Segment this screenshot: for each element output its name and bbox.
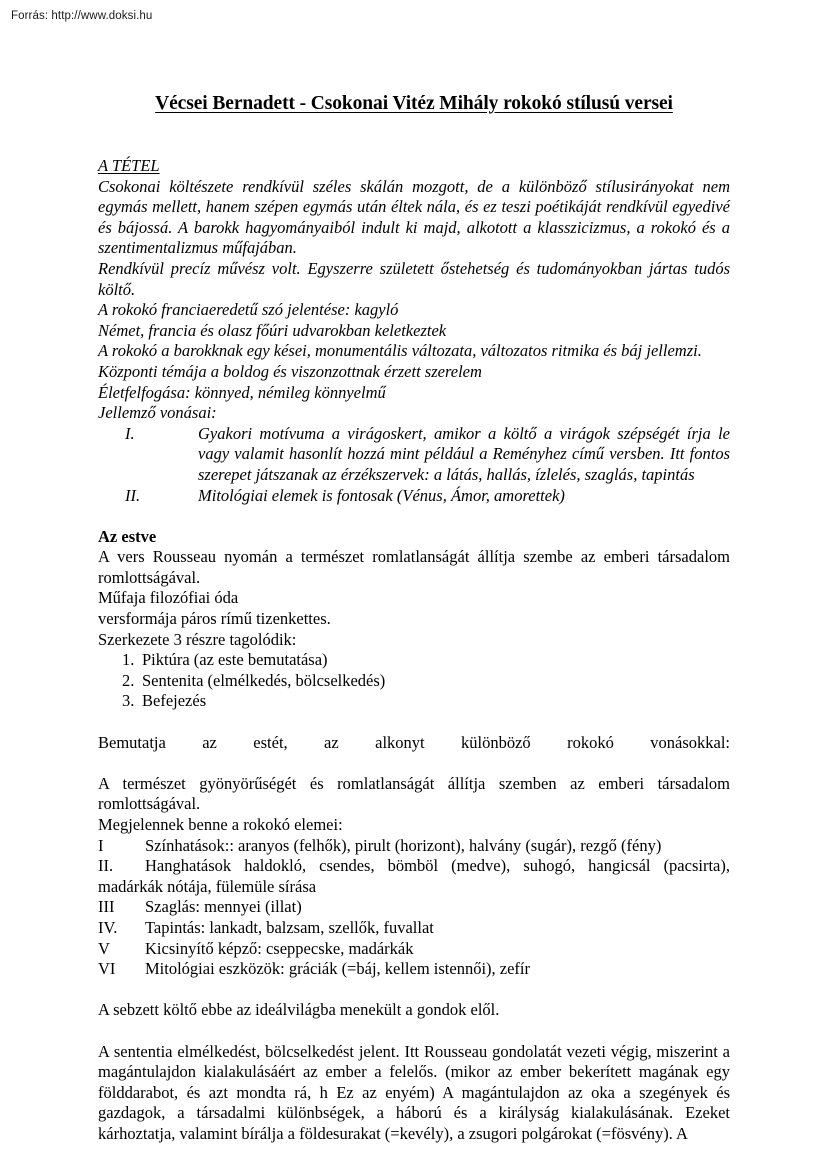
list-item bbox=[98, 671, 730, 692]
source-watermark: Forrás: http://www.doksi.hu bbox=[11, 10, 153, 22]
paragraph-spacer bbox=[98, 1021, 730, 1042]
numbered-list-szerkezet bbox=[98, 650, 730, 712]
list-marker: VI bbox=[98, 959, 116, 979]
list-item-text: Szaglás: mennyei (illat) bbox=[145, 897, 302, 917]
section-heading-az-estve: Az estve bbox=[98, 526, 157, 546]
list-item-text: Tapintás: lankadt, balzsam, szellők, fuvallat bbox=[145, 917, 434, 937]
paragraph-a-vers-rousseau: A vers Rousseau nyomán a természet romlatlanságát állítja szembe az emberi társadalom romlottságával. bbox=[98, 547, 730, 587]
list-item bbox=[98, 650, 730, 671]
paragraph-sententia: A sententia elmélkedést, bölcselkedést jelent. Itt Rousseau gondolatát vezeti végig, miszerint a magántulajdon kialakulásáért az ember a felelős. (mikor az ember bekerített magának egy földdarabot, és azt mondta rá, h Ez az enyém) A magántulajdon az oka a szegények és gazdagok, a társadalmi különbségek, a háború és a királyság kialakulásának. Ezeket kárhoztatja, valamint bírálja a földesurakat (=kevély), a zsugori polgárokat (=fösvény). A bbox=[98, 1041, 730, 1143]
paragraph-csokonai-koltaszete: Csokonai költészete rendkívül széles skálán mozgott, de a különböző stílusirányokat nem egymás mellett, hanem szépen egymás után éltek nála, és ez teszi poétikáját rendkívül egyedivé és bájossá. A barokk hagyományaiból indult ki majd, alkotott a klasszicizmus, a rokokó és a szentimentalizmus műfajában. bbox=[98, 176, 730, 258]
paragraph-spacer bbox=[98, 980, 730, 1001]
list-marker: 3. bbox=[122, 691, 135, 711]
list-item-text: Hanghatások haldokló, csendes, bömböl (medve), suhogó, hangicsál (pacsirta), madárkák nótája, fülemüle sírása bbox=[98, 856, 730, 896]
line-jellemzo-vonasai: Jellemző vonásai: bbox=[98, 403, 217, 423]
list-item-text: Sentenita (elmélkedés, bölcselkedés) bbox=[142, 670, 386, 690]
list-marker: IV. bbox=[98, 917, 118, 937]
line-rokoko-barokk-valtozata: A rokokó a barokknak egy kései, monumentális változata, változatos ritmika és báj jellemzi. bbox=[98, 341, 702, 361]
line-kozponti-temaja: Központi témája a boldog és viszonzottnak érzett szerelem bbox=[98, 361, 482, 381]
line-rokoko-jelentese: A rokokó franciaeredetű szó jelentése: kagyló bbox=[98, 300, 399, 320]
list-marker: V bbox=[98, 938, 110, 958]
list-item bbox=[125, 424, 730, 486]
list-marker: 1. bbox=[122, 650, 135, 670]
list-item bbox=[98, 856, 730, 897]
line-nemet-francia-olasz: Német, francia és olasz főúri udvarokban keletkeztek bbox=[98, 320, 447, 340]
list-marker: I. bbox=[125, 423, 135, 443]
line-szerkezete: Szerkezete 3 részre tagolódik: bbox=[98, 629, 297, 649]
list-item-text: Színhatások:: aranyos (felhők), pirult (horizont), halvány (sugár), rezgő (fény) bbox=[145, 835, 662, 855]
list-item-text: Mitológiai elemek is fontosak (Vénus, Ámor, amorettek) bbox=[198, 485, 565, 505]
list-item-text: Kicsinyítő képző: cseppecske, madárkák bbox=[145, 938, 414, 958]
list-item bbox=[98, 691, 730, 712]
list-item bbox=[98, 836, 730, 857]
list-item bbox=[98, 897, 730, 918]
paragraph-termeszet-gyonyorusege: A természet gyönyörűségét és romlatlanságát állítja szemben az emberi társadalom romlottságával. bbox=[98, 773, 730, 814]
list-item-text: Befejezés bbox=[142, 691, 207, 711]
paragraph-spacer bbox=[98, 712, 730, 733]
line-mufaja: Műfaja filozófiai óda bbox=[98, 588, 239, 608]
paragraph-rendkivul-preciz: Rendkívül precíz művész volt. Egyszerre született őstehetség és tudományokban jártas tudós költő. bbox=[98, 258, 730, 299]
section-heading-a-tetel: A TÉTEL bbox=[98, 156, 160, 175]
list-item bbox=[98, 918, 730, 939]
line-megjelennek-elemei: Megjelennek benne a rokokó elemei: bbox=[98, 815, 343, 834]
list-marker: II. bbox=[98, 856, 114, 876]
list-marker: II. bbox=[125, 485, 141, 505]
list-item-text: Piktúra (az este bemutatása) bbox=[142, 650, 328, 670]
paragraph-spacer bbox=[98, 506, 730, 527]
roman-list-jellemzok bbox=[98, 424, 730, 506]
list-item-text: Gyakori motívuma a virágoskert, amikor a költő a virágok szépségét írja le vagy valamit hasonlít hozzá mint például a Reményhez című versben. Itt fontos szerepet játszanak az érzékszervek: a látás, hallás, ízlelés, szaglás, tapintás bbox=[198, 423, 730, 484]
list-marker: 2. bbox=[122, 670, 135, 690]
line-eletfelfogasa: Életfelfogása: könnyed, némileg könnyelmű bbox=[98, 382, 386, 402]
list-item-text: Mitológiai eszközök: gráciák (=báj, kellem istennői), zefír bbox=[145, 959, 531, 979]
roman-list-rokoko-elemei bbox=[98, 836, 730, 980]
list-item bbox=[98, 939, 730, 960]
line-sebzett-kolto: A sebzett költő ebbe az ideálvilágba menekült a gondok elől. bbox=[98, 1000, 500, 1020]
list-item bbox=[98, 959, 730, 980]
line-bemutatja-az-estet: Bemutatja az estét, az alkonyt különböző rokokó vonásokkal: bbox=[98, 732, 730, 752]
document-content bbox=[98, 92, 730, 1145]
list-item bbox=[125, 486, 730, 507]
line-versformaja: versformája páros rímű tizenkettes. bbox=[98, 609, 331, 629]
page-title: Vécsei Bernadett - Csokonai Vitéz Mihály rokokó stílusú versei bbox=[155, 93, 673, 114]
list-marker: I bbox=[98, 835, 104, 855]
list-marker: III bbox=[98, 897, 115, 917]
